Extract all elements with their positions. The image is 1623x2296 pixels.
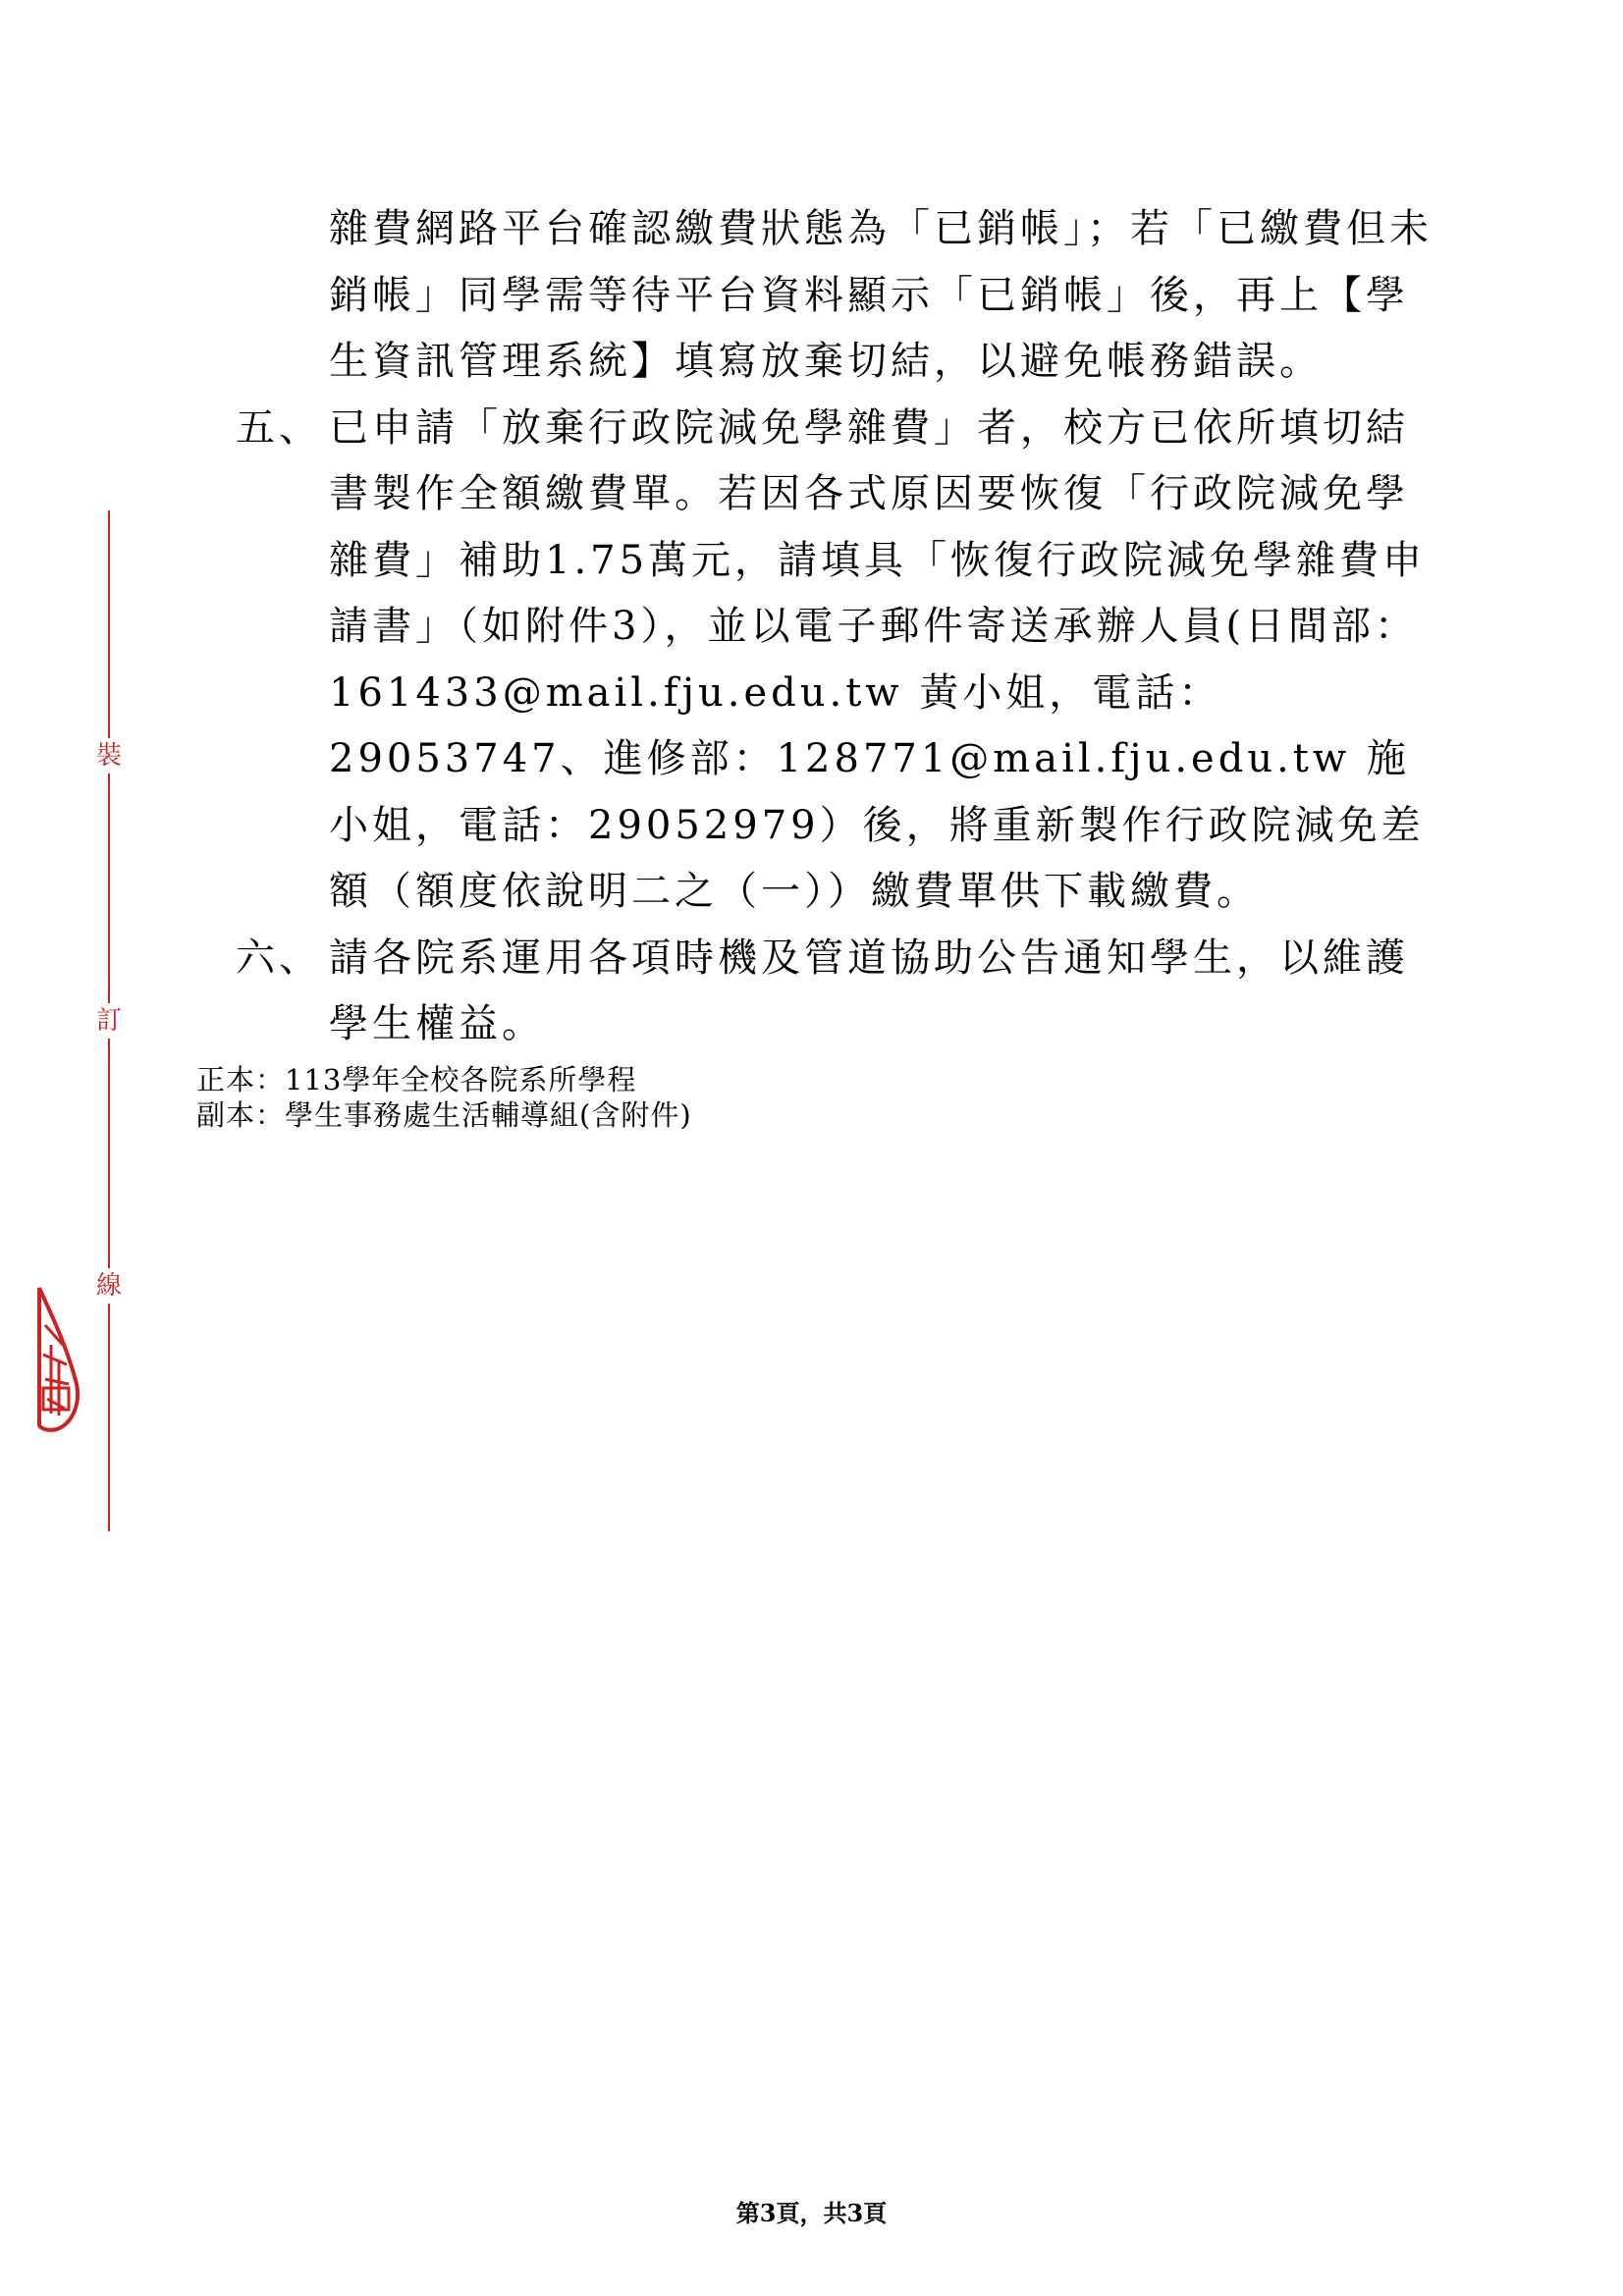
original-recipient: 正本：113學年全校各院系所學程 — [196, 1063, 637, 1096]
red-seal-stamp-icon — [37, 1286, 81, 1433]
binding-char-zhuang: 裝 — [91, 738, 127, 774]
item-6 — [236, 926, 1443, 1058]
continuation-paragraph: 雜費網路平台確認繳費狀態為「已銷帳」；若「已繳費但未銷帳」同學需等待平台資料顯示「已銷帳」後，再上【學生資訊管理系統】填寫放棄切結，以避免帳務錯誤。 — [329, 206, 1433, 384]
recipients — [196, 1062, 692, 1133]
binding-char-xian: 線 — [91, 1268, 127, 1304]
copy-recipient: 副本：學生事務處生活輔導組(含附件) — [196, 1098, 692, 1132]
item-5-text: 已申請「放棄行政院減免學雜費」者，校方已依所填切結書製作全額繳費單。若因各式原因要恢復「行政院減免學雜費」補助1.75萬元，請填具「恢復行政院減免學雜費申請書」（如附件3），並以電子郵件寄送承辦人員(日間部：161433@mail.fju.edu.tw 黃小姐，電話：29053747、進修部：128771@mail.fju.edu.tw 施小姐，電話：29052979）後，將重新製作行政院減免差額（額度依說明二之（一））繳費單供下載繳費。 — [329, 404, 1427, 914]
page-number: 第3頁，共3頁 — [735, 2199, 888, 2227]
item-6-number: 六、 — [236, 934, 322, 981]
document-body — [236, 196, 1443, 1058]
item-6-text: 請各院系運用各項時機及管道協助公告通知學生，以維護學生權益。 — [329, 934, 1409, 1046]
item-5 — [236, 396, 1443, 926]
item-5-number: 五、 — [236, 404, 322, 451]
binding-char-ding: 訂 — [91, 1003, 127, 1039]
